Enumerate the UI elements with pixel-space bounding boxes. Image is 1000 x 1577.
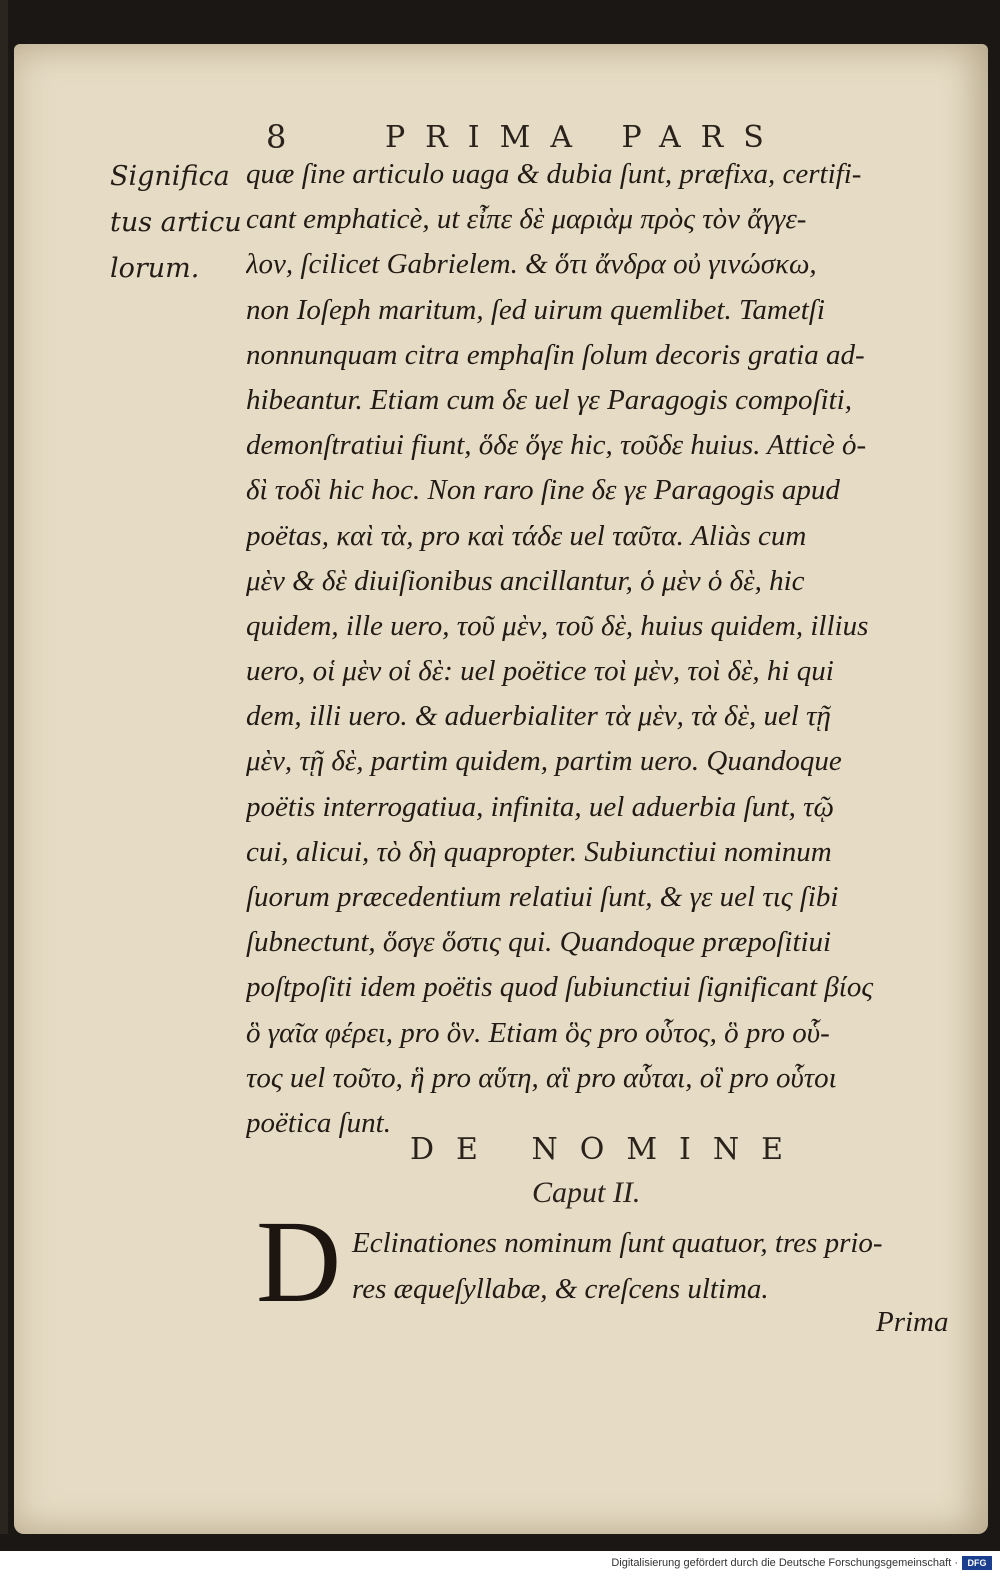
catchword: Prima bbox=[876, 1306, 949, 1338]
text-line: poſtpoſiti idem poëtis quod ſubiunctiui ſignificant βίος bbox=[246, 971, 874, 1004]
text-line: μὲν & δὲ diuiſionibus ancillantur, ὁ μὲν ὁ δὲ, hic bbox=[246, 564, 805, 597]
text-line: res æqueſyllabæ, & creſcens ultima. bbox=[352, 1273, 769, 1305]
margin-note-line: lorum. bbox=[110, 253, 200, 284]
text-line: nonnunquam citra emphaſin ſolum decoris gratia ad- bbox=[246, 338, 865, 371]
text-line: dem, illi uero. & aduerbialiter τὰ μὲν, τὰ δὲ, uel τῇ bbox=[246, 700, 831, 733]
text-line: non Ioſeph maritum, ſed uirum quemlibet. Tametſi bbox=[246, 293, 825, 326]
running-head: PRIMA PARS bbox=[385, 120, 784, 155]
body-text bbox=[246, 152, 956, 1146]
text-line: μὲν, τῇ δὲ, partim quidem, partim uero. Quandoque bbox=[246, 745, 842, 778]
margin-note-line: tus articu bbox=[110, 207, 242, 238]
text-line: poëtis interrogatiua, infinita, uel aduerbia ſunt, τῷ bbox=[246, 790, 835, 823]
margin-note-line: Significa bbox=[110, 161, 230, 192]
text-line: hibeantur. Etiam cum δε uel γε Paragogis compoſiti, bbox=[246, 383, 852, 416]
funding-credit: Digitalisierung gefördert durch die Deutsche Forschungsgemeinschaft · bbox=[611, 1557, 958, 1569]
dfg-logo: DFG bbox=[962, 1556, 992, 1570]
text-line: poëtas, καὶ τὰ, pro καὶ τάδε uel ταῦτα. Aliàs cum bbox=[246, 519, 807, 552]
text-line: cui, alicui, τὸ δὴ quapropter. Subiunctiui nominum bbox=[246, 835, 832, 868]
text-line: ſuorum præcedentium relatiui ſunt, & γε uel τις ſibi bbox=[246, 881, 839, 913]
text-line: cant emphaticè, ut εἶπε δὲ μαριὰμ πρὸς τὸν ἄγγε- bbox=[246, 203, 807, 236]
text-line: quidem, ille uero, τοῦ μὲν, τοῦ δὲ, huius quidem, illius bbox=[246, 609, 869, 642]
text-line: τος uel τοῦτο, ἣ pro αὕτη, αἳ pro αὗται, οἳ pro οὗτοι bbox=[246, 1061, 837, 1094]
chapter-heading: Caput II. bbox=[532, 1176, 641, 1209]
text-line: ὃ γαῖα φέρει, pro ὃν. Etiam ὃς pro οὗτος, ὃ pro οὗ- bbox=[246, 1016, 830, 1049]
text-line: ſubnectunt, ὅσγε ὅστις qui. Quandoque præpoſitiui bbox=[246, 926, 832, 959]
page-edge bbox=[0, 0, 8, 1534]
text-line: demonſtratiui fiunt, ὅδε ὅγε hic, τοῦδε huius. Atticè ὁ- bbox=[246, 429, 867, 462]
text-line: λον, ſcilicet Gabrielem. & ὅτι ἄνδρα οὐ γινώσκω, bbox=[246, 248, 817, 281]
text-line: poëtica ſunt. bbox=[246, 1106, 391, 1139]
text-line: δὶ τοδὶ hic hoc. Non raro ſine δε γε Paragogis apud bbox=[246, 474, 840, 507]
text-line: uero, οἱ μὲν οἱ δὲ: uel poëtice τοὶ μὲν, τοὶ δὲ, hi qui bbox=[246, 655, 834, 688]
margin-note bbox=[110, 154, 245, 292]
text-line: quæ ſine articulo uaga & dubia ſunt, præfixa, certifi- bbox=[246, 158, 862, 190]
section-title: DE NOMINE bbox=[410, 1132, 806, 1167]
page-number: 8 bbox=[266, 118, 287, 156]
declension-paragraph bbox=[352, 1220, 962, 1312]
drop-cap: D bbox=[256, 1196, 342, 1327]
footer-bar bbox=[0, 1551, 1000, 1577]
text-line: Eclinationes nominum ſunt quatuor, tres prio- bbox=[352, 1227, 883, 1259]
